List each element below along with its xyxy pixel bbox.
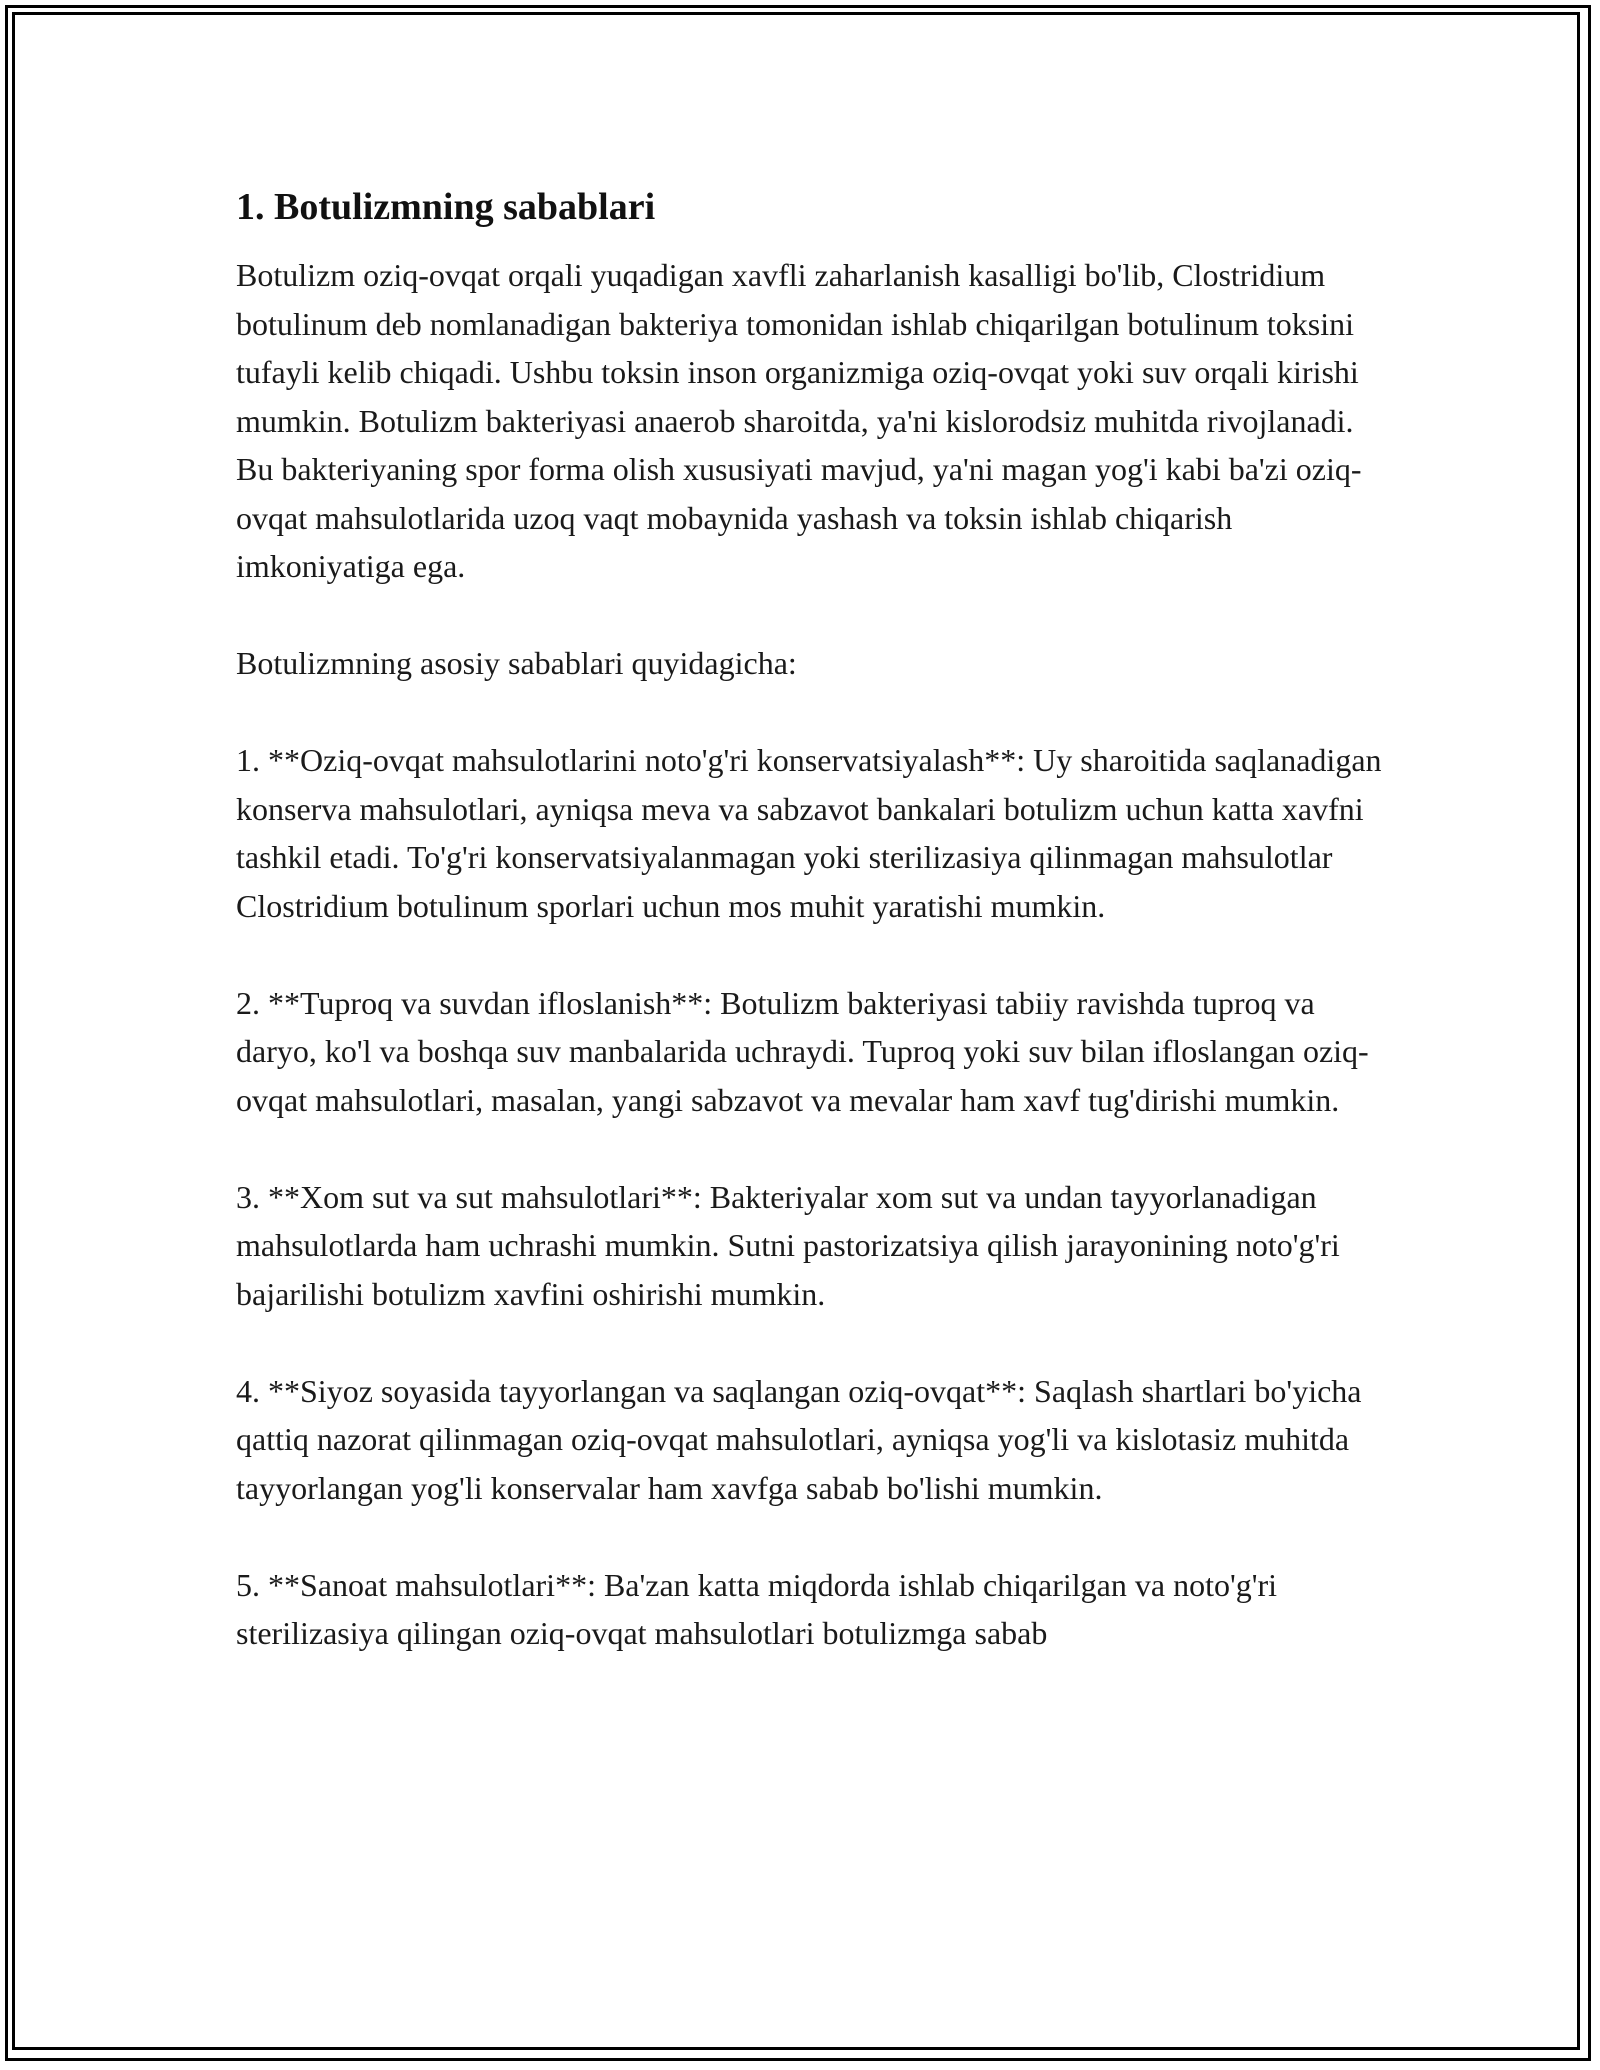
intro-paragraph: Botulizm oziq-ovqat orqali yuqadigan xavfli zaharlanish kasalligi bo'lib, Clostridium botulinum deb nomlanadigan bakteriya tomonidan ishlab chiqarilgan botulinum toksini tufayli kelib chiqadi. Ushbu toksin inson organizmiga oziq-ovqat yoki suv orqali kirishi mumkin. Botulizm bakteriyasi anaerob sharoitda, ya'ni kislorodsiz muhitda rivojlanadi. Bu bakteriyaning spor forma olish xususiyati mavjud, ya'ni magan yog'i kabi ba'zi oziq-ovqat mahsulotlarida uzoq vaqt mobaynida yashash va toksin ishlab chiqarish imkoniyatiga ega. <box>236 257 1362 584</box>
cause-item-3: 3. **Xom sut va sut mahsulotlari**: Bakteriyalar xom sut va undan tayyorlanadigan mahsulotlarda ham uchrashi mumkin. Sutni pastorizatsiya qilish jarayonining noto'g'ri bajarilishi botulizm xavfini oshirishi mumkin. <box>236 1178 1340 1312</box>
cause-item-1: 1. **Oziq-ovqat mahsulotlarini noto'g'ri konservatsiyalash**: Uy sharoitida saqlanadigan konserva mahsulotlari, ayniqsa meva va sabzavot bankalari botulizm uchun katta xavfni tashkil etadi. To'g'ri konservatsiyalanmagan yoki sterilizasiya qilinmagan mahsulotlar Clostridium botulinum sporlari uchun mos muhit yaratishi mumkin. <box>236 742 1382 924</box>
cause-item-4: 4. **Siyoz soyasida tayyorlangan va saqlangan oziq-ovqat**: Saqlash shartlari bo'yicha qattiq nazorat qilinmagan oziq-ovqat mahsulotlari, ayniqsa yog'li va kislotasiz muhitda tayyorlangan yog'li konservalar ham xavfga sabab bo'lishi mumkin. <box>236 1372 1362 1506</box>
causes-lead-in: Botulizmning asosiy sabablari quyidagicha: <box>236 645 797 681</box>
section-heading: 1. Botulizmning sabablari <box>236 186 656 228</box>
cause-item-2: 2. **Tuproq va suvdan ifloslanish**: Botulizm bakteriyasi tabiiy ravishda tuproq va daryo, ko'l va boshqa suv manbalarida uchraydi. Tuproq yoki suv bilan ifloslangan oziq-ovqat mahsulotlari, masalan, yangi sabzavot va mevalar ham xavf tug'dirishi mumkin. <box>236 984 1369 1118</box>
document-body <box>236 183 1386 1706</box>
cause-item-5: 5. **Sanoat mahsulotlari**: Ba'zan katta miqdorda ishlab chiqarilgan va noto'g'ri sterilizasiya qilingan oziq-ovqat mahsulotlari botulizmga sabab <box>236 1566 1278 1651</box>
